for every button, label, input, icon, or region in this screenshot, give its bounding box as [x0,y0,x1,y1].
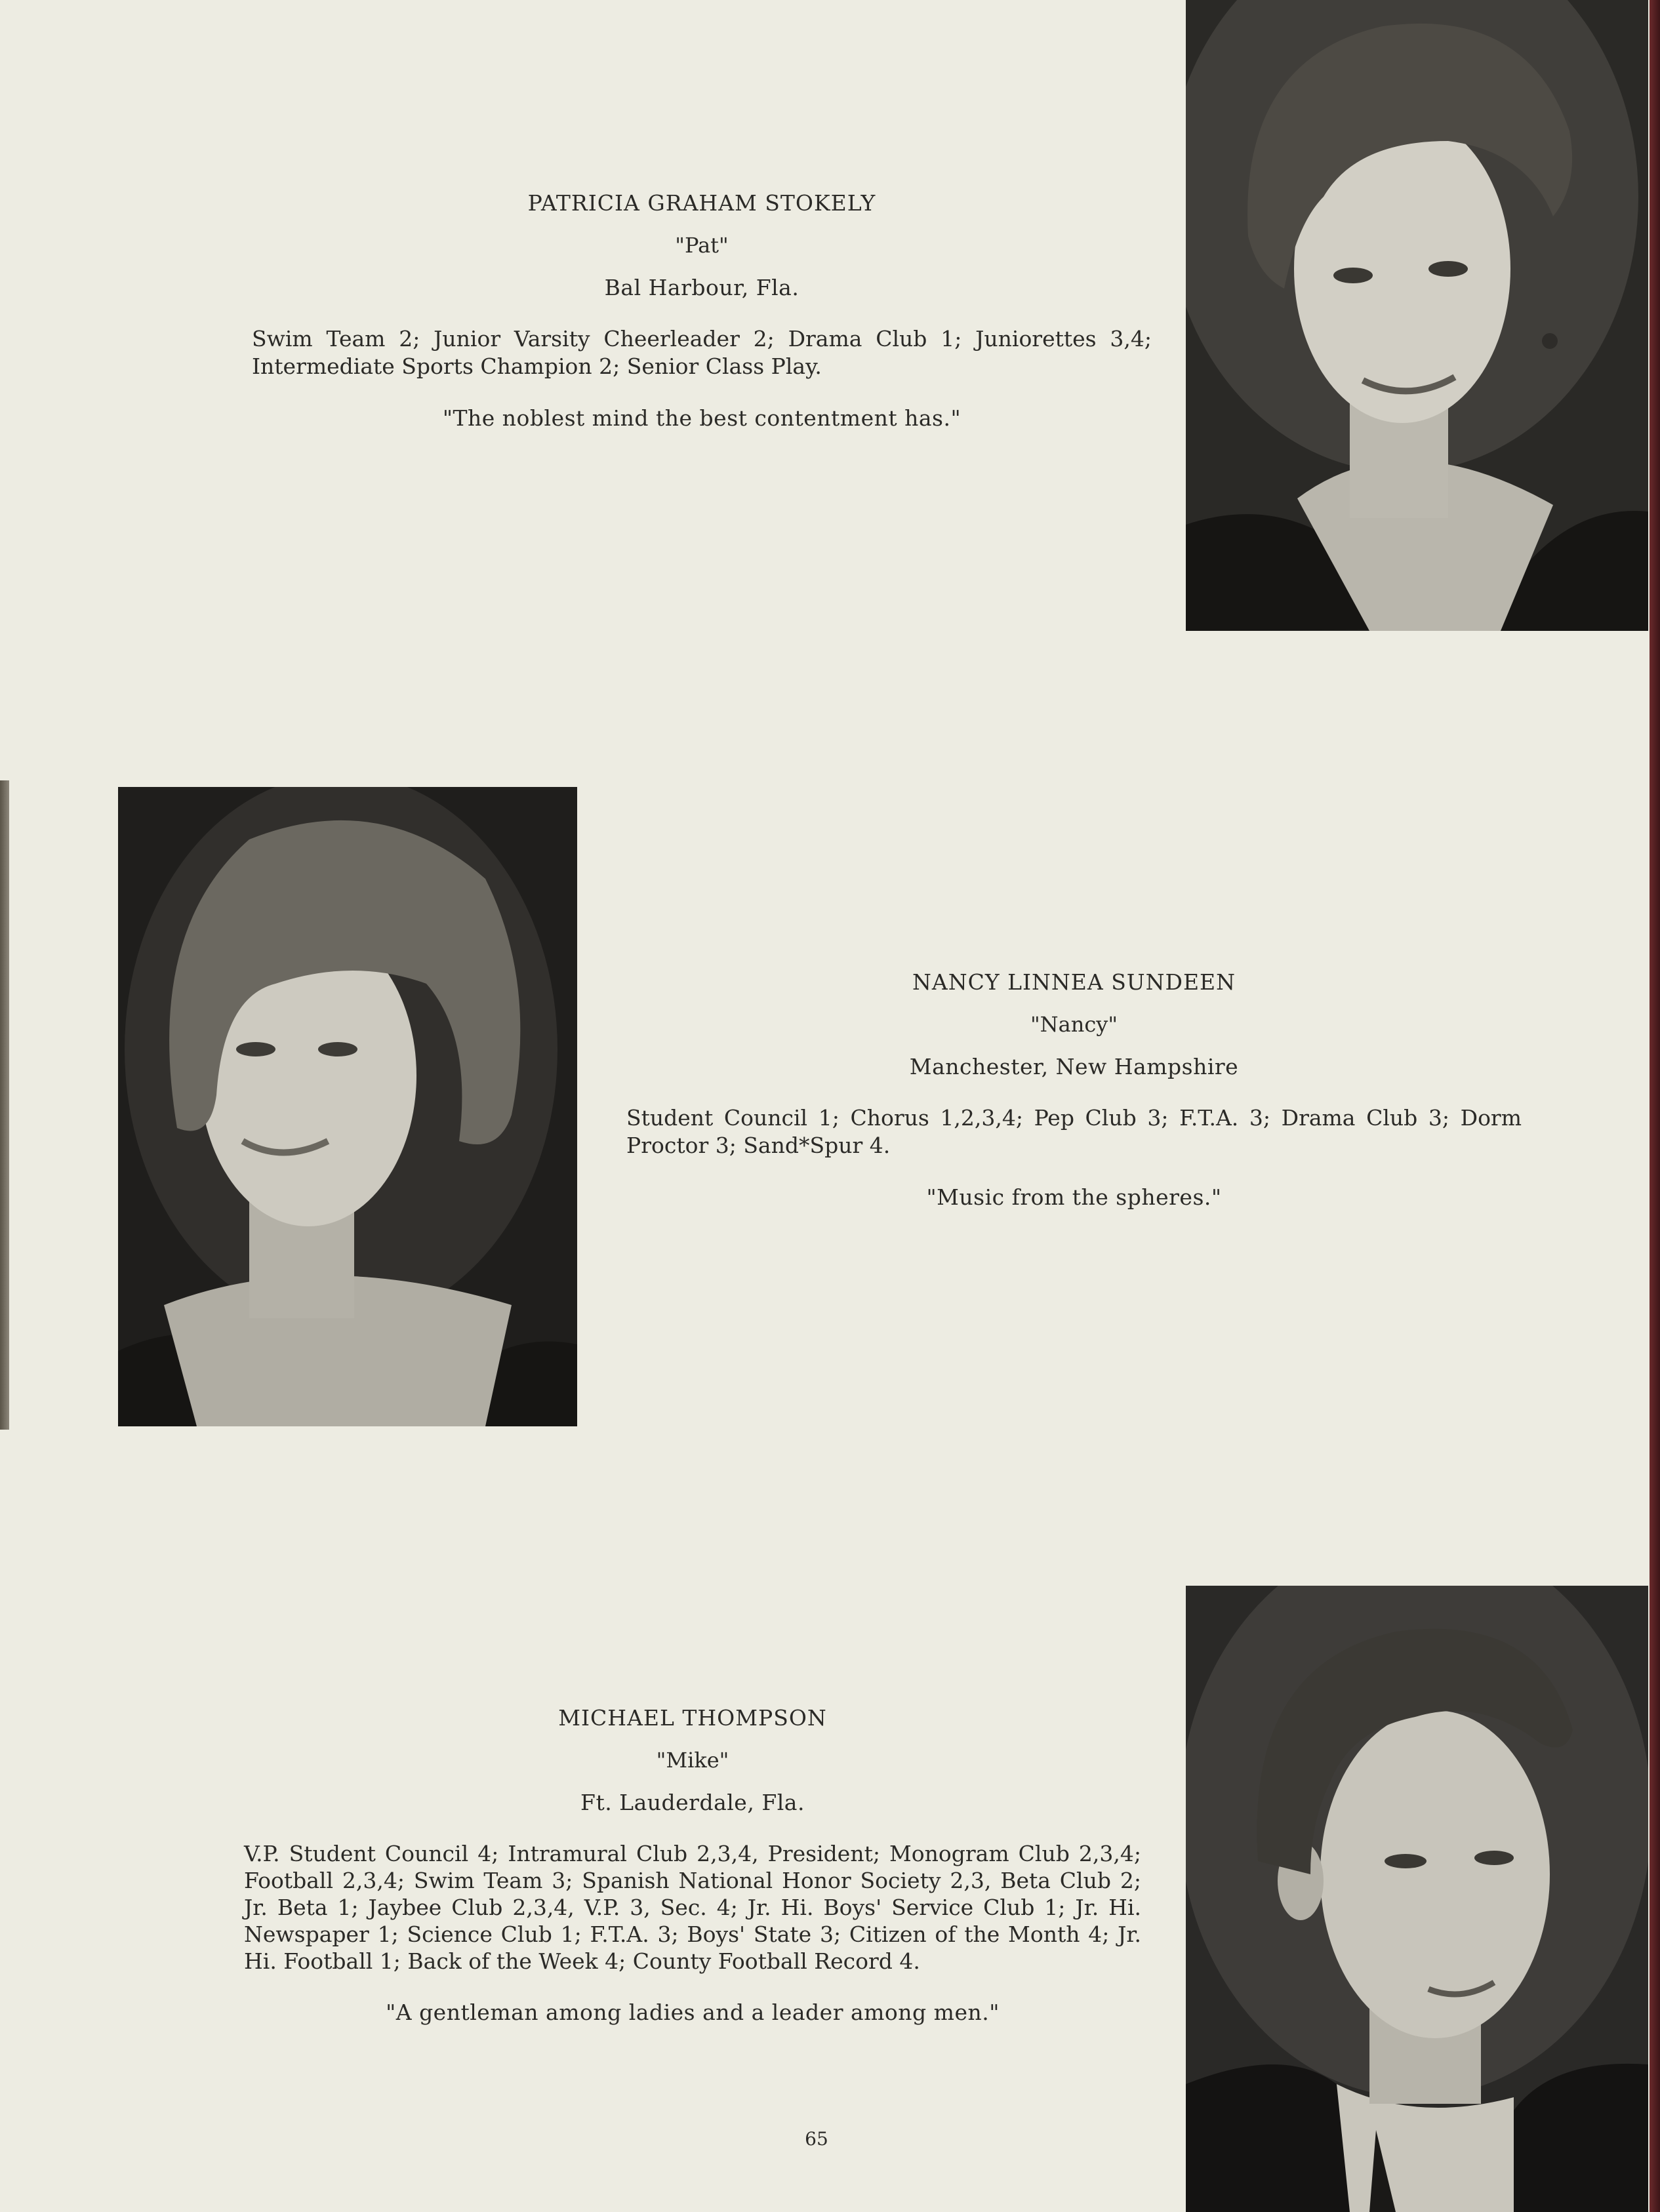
portrait-photo-michael [1186,1586,1648,2212]
binding-edge-left [0,780,9,1430]
student-entry-michael [244,1705,1141,2025]
portrait-photo-patricia [1186,0,1648,631]
student-name: NANCY LINNEA SUNDEEN [912,969,1236,995]
portrait-photo-nancy [118,787,577,1426]
student-quote: "Music from the spheres." [926,1184,1222,1210]
student-name: MICHAEL THOMPSON [558,1705,827,1731]
student-entry-patricia [252,190,1152,431]
binding-edge-right [1650,0,1660,2212]
student-quote: "The noblest mind the best contentment has." [442,405,962,431]
student-activities: Swim Team 2; Junior Varsity Cheerleader 2; Drama Club 1; Juniorettes 3,4; Intermediate Sports Champion 2; Senior Class Play. [252,326,1152,379]
student-quote: "A gentleman among ladies and a leader among men." [386,2000,1000,2025]
student-hometown: Ft. Lauderdale, Fla. [580,1790,805,1815]
student-name: PATRICIA GRAHAM STOKELY [527,190,876,216]
student-activities: Student Council 1; Chorus 1,2,3,4; Pep Club 3; F.T.A. 3; Drama Club 3; Dorm Proctor 3; Sand*Spur 4. [626,1105,1522,1158]
student-hometown: Manchester, New Hampshire [909,1054,1239,1079]
student-nickname: "Mike" [656,1748,729,1773]
student-entry-nancy [626,969,1522,1210]
student-hometown: Bal Harbour, Fla. [604,275,800,300]
page-number: 65 [805,2128,828,2150]
student-activities: V.P. Student Council 4; Intramural Club 2,3,4, President; Monogram Club 2,3,4; Football 2,3,4; Swim Team 3; Spanish National Honor Society 2,3, Beta Club 2; Jr. Beta 1; Jaybee Club 2,3,4, V.P. 3, Sec. 4; Jr. Hi. Boys' Service Club 1; Jr. Hi. Newspaper 1; Science Club 1; F.T.A. 3; Boys' State 3; Citizen of the Month 4; Jr. Hi. Football 1; Back of the Week 4; County Football Record 4. [244,1841,1141,1974]
student-nickname: "Pat" [675,233,729,258]
student-nickname: "Nancy" [1030,1012,1118,1037]
